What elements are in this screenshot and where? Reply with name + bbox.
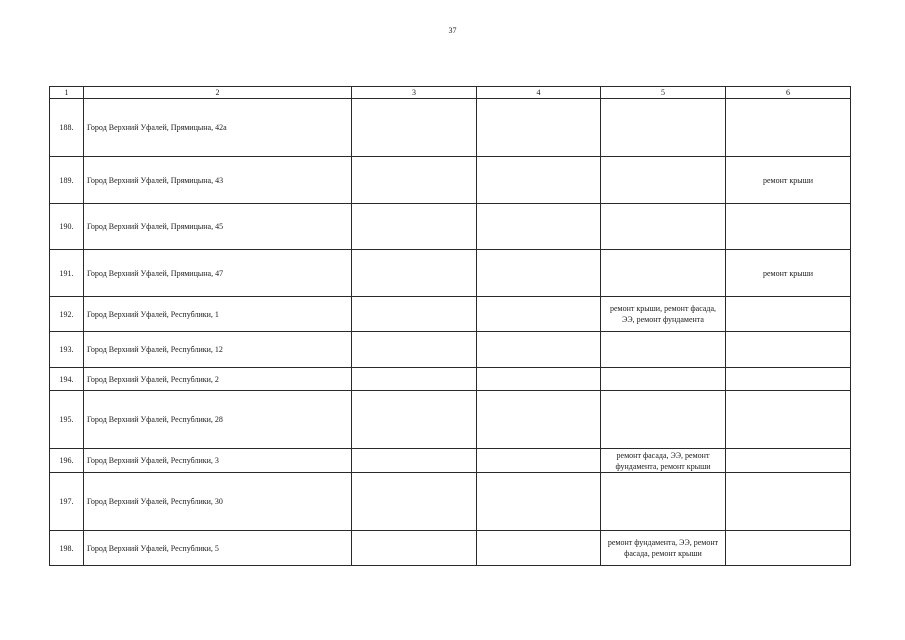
row-cell-4 — [477, 332, 601, 368]
table-row — [50, 391, 851, 449]
table-row — [50, 250, 851, 297]
row-cell-3 — [352, 531, 477, 566]
table-row — [50, 449, 851, 473]
row-number: 194. — [50, 368, 84, 391]
row-cell-3 — [352, 368, 477, 391]
row-address: Город Верхний Уфалей, Республики, 28 — [84, 391, 352, 449]
row-cell-3 — [352, 157, 477, 204]
row-address: Город Верхний Уфалей, Республики, 3 — [84, 449, 352, 473]
row-cell-6 — [726, 449, 851, 473]
column-header: 3 — [352, 87, 477, 99]
row-cell-4 — [477, 449, 601, 473]
row-cell-5 — [601, 332, 726, 368]
row-cell-6 — [726, 473, 851, 531]
row-number: 195. — [50, 391, 84, 449]
table-row — [50, 368, 851, 391]
row-cell-3 — [352, 449, 477, 473]
row-cell-4 — [477, 391, 601, 449]
row-cell-3 — [352, 204, 477, 250]
row-cell-4 — [477, 473, 601, 531]
column-header: 1 — [50, 87, 84, 99]
row-number: 190. — [50, 204, 84, 250]
row-cell-6 — [726, 391, 851, 449]
row-address: Город Верхний Уфалей, Прямицына, 43 — [84, 157, 352, 204]
row-cell-3 — [352, 391, 477, 449]
row-cell-5 — [601, 204, 726, 250]
repair-register-table — [49, 86, 851, 566]
row-address: Город Верхний Уфалей, Прямицына, 45 — [84, 204, 352, 250]
row-cell-5: ремонт фасада, ЭЭ, ремонт фундамента, ремонт крыши — [601, 449, 726, 473]
table-row — [50, 473, 851, 531]
row-address: Город Верхний Уфалей, Республики, 12 — [84, 332, 352, 368]
row-cell-5 — [601, 157, 726, 204]
row-cell-4 — [477, 157, 601, 204]
table-row — [50, 157, 851, 204]
row-cell-3 — [352, 332, 477, 368]
row-cell-5 — [601, 391, 726, 449]
row-number: 196. — [50, 449, 84, 473]
row-cell-6 — [726, 332, 851, 368]
table-row — [50, 99, 851, 157]
row-cell-6: ремонт крыши — [726, 157, 851, 204]
row-number: 191. — [50, 250, 84, 297]
row-address: Город Верхний Уфалей, Прямицына, 42а — [84, 99, 352, 157]
row-cell-4 — [477, 204, 601, 250]
column-header: 5 — [601, 87, 726, 99]
row-cell-5 — [601, 250, 726, 297]
row-cell-5: ремонт фундамента, ЭЭ, ремонт фасада, ремонт крыши — [601, 531, 726, 566]
row-cell-4 — [477, 297, 601, 332]
row-number: 188. — [50, 99, 84, 157]
row-cell-6 — [726, 99, 851, 157]
page-number: 37 — [448, 26, 457, 35]
row-cell-6 — [726, 368, 851, 391]
row-cell-5: ремонт крыши, ремонт фасада, ЭЭ, ремонт фундамента — [601, 297, 726, 332]
row-address: Город Верхний Уфалей, Республики, 2 — [84, 368, 352, 391]
row-cell-4 — [477, 250, 601, 297]
row-number: 198. — [50, 531, 84, 566]
column-header: 6 — [726, 87, 851, 99]
column-header: 2 — [84, 87, 352, 99]
row-number: 189. — [50, 157, 84, 204]
row-number: 192. — [50, 297, 84, 332]
row-number: 193. — [50, 332, 84, 368]
row-cell-6 — [726, 531, 851, 566]
row-cell-5 — [601, 473, 726, 531]
row-address: Город Верхний Уфалей, Прямицына, 47 — [84, 250, 352, 297]
row-cell-4 — [477, 531, 601, 566]
table-row — [50, 204, 851, 250]
row-cell-4 — [477, 99, 601, 157]
row-address: Город Верхний Уфалей, Республики, 1 — [84, 297, 352, 332]
row-cell-6: ремонт крыши — [726, 250, 851, 297]
row-cell-6 — [726, 204, 851, 250]
table-header-row — [50, 87, 851, 99]
row-address: Город Верхний Уфалей, Республики, 30 — [84, 473, 352, 531]
row-cell-3 — [352, 297, 477, 332]
row-cell-3 — [352, 99, 477, 157]
row-address: Город Верхний Уфалей, Республики, 5 — [84, 531, 352, 566]
column-header: 4 — [477, 87, 601, 99]
table-row — [50, 297, 851, 332]
table-row — [50, 332, 851, 368]
row-cell-3 — [352, 250, 477, 297]
row-number: 197. — [50, 473, 84, 531]
row-cell-4 — [477, 368, 601, 391]
table-row — [50, 531, 851, 566]
row-cell-3 — [352, 473, 477, 531]
row-cell-5 — [601, 99, 726, 157]
row-cell-6 — [726, 297, 851, 332]
row-cell-5 — [601, 368, 726, 391]
